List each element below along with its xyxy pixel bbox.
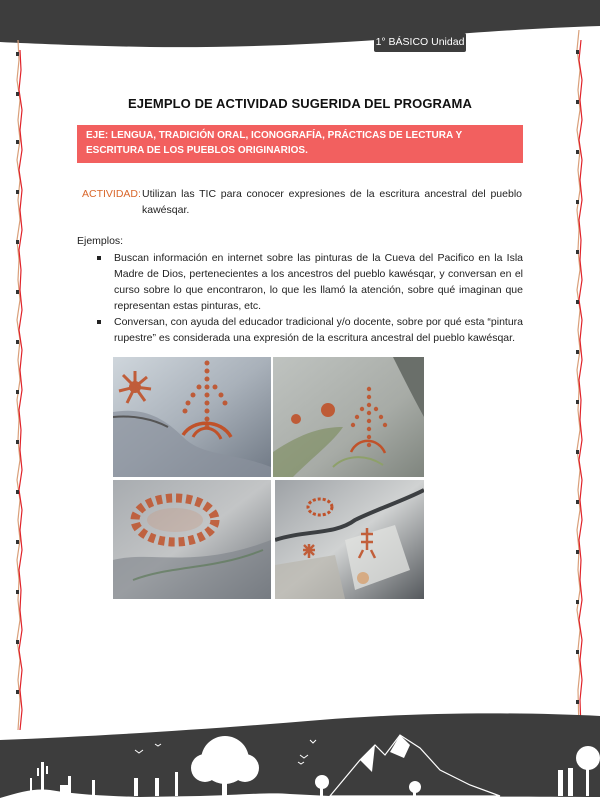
right-decorative-border: [574, 30, 584, 730]
rock-art-photo-dotted-oval: [113, 480, 271, 599]
example-item: [97, 250, 523, 314]
rock-art-photo-star-figure: [113, 357, 271, 477]
footer-landscape-band: [0, 700, 600, 800]
axis-box: EJE: LENGUA, TRADICIÓN ORAL, ICONOGRAFÍA, PRÁCTICAS DE LECTURA Y ESCRITURA DE LOS PUEBLOS ORIGINARIOS.: [77, 125, 523, 163]
activity-text: Utilizan las TIC para conocer expresiones de la escritura ancestral del pueblo kawésqar.: [142, 188, 522, 216]
examples-list: [97, 250, 523, 346]
header-wave-band: [0, 0, 600, 60]
activity-label: ACTIVIDAD:: [82, 188, 141, 200]
rock-art-photo-mixed-symbols: [275, 480, 424, 599]
left-decorative-border: [14, 40, 24, 730]
rock-art-photo-dotted-figure: [273, 357, 424, 477]
grade-badge: 1° BÁSICO Unidad 2: [374, 33, 466, 52]
rock-art-photo-grid: [113, 357, 424, 599]
example-text: Buscan información en internet sobre las pinturas de la Cueva del Pacifico en la Isla Madre de Dios, pertenecientes a los ancestros del pueblo kawésqar, y conversan en el curso sobre lo que encontraron, lo que les llamó la atención, sobre qué imaginan que representan estas pinturas, etc.: [114, 252, 523, 312]
square-bullet-icon: [97, 320, 101, 324]
examples-heading: Ejemplos:: [77, 235, 124, 247]
page-title: EJEMPLO DE ACTIVIDAD SUGERIDA DEL PROGRAMA: [128, 96, 472, 111]
example-text: Conversan, con ayuda del educador tradicional y/o docente, sobre por qué esta “pintura rupestre” es considerada una expresión de la escritura ancestral del pueblo kawésqar.: [114, 316, 523, 344]
square-bullet-icon: [97, 256, 101, 260]
example-item: [97, 314, 523, 346]
